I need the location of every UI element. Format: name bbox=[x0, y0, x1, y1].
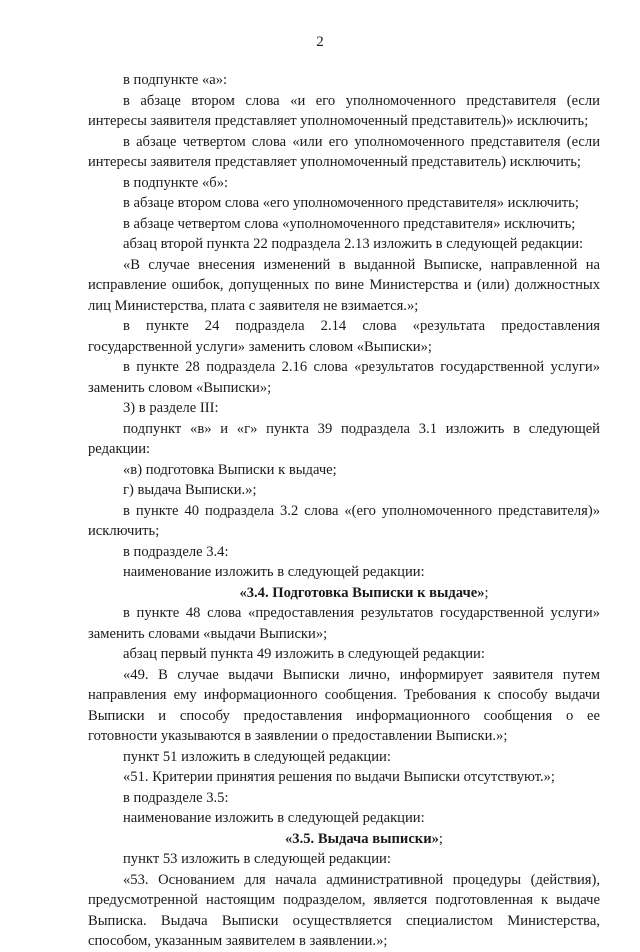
paragraph: «53. Основанием для начала административной процедуры (действия), предусмотренной настоящим подразделом, является подготовленная к выдаче Выписка. Выдача Выписки осуществляется специалистом Министерства, способом, указанным заявителем в заявлении.»; bbox=[88, 871, 600, 949]
paragraph: в пункте 28 подраздела 2.16 слова «результатов государственной услуги» заменить словом «Выписки»; bbox=[88, 359, 600, 396]
paragraph: в пункте 24 подраздела 2.14 слова «результата предоставления государственной услуги» заменить словом «Выписки»; bbox=[88, 318, 600, 355]
paragraph: наименование изложить в следующей редакции: bbox=[123, 564, 425, 580]
paragraph: г) выдача Выписки.»; bbox=[123, 482, 257, 498]
paragraph: подпункт «в» и «г» пункта 39 подраздела 3.1 изложить в следующей редакции: bbox=[88, 420, 600, 457]
section-heading-3-4 bbox=[88, 583, 600, 604]
paragraph: пункт 51 изложить в следующей редакции: bbox=[123, 748, 391, 765]
paragraph: в подразделе 3.5: bbox=[123, 789, 229, 806]
paragraph: в абзаце втором слова «и его уполномоченного представителя (если интересы заявителя представляет уполномоченный представитель)» исключить; bbox=[88, 92, 600, 129]
paragraph: наименование изложить в следующей редакции: bbox=[123, 810, 425, 826]
paragraph: «В случае внесения изменений в выданной Выписке, направленной на исправление ошибок, допущенных по вине Министерства и (или) должностных лиц Министерства, плата с заявителя не взимается.»; bbox=[88, 256, 600, 314]
paragraph: в подпункте «б»: bbox=[123, 174, 229, 191]
paragraph: «51. Критерии принятия решения по выдачи Выписки отсутствуют.»; bbox=[123, 769, 555, 785]
heading-tail: ; bbox=[484, 584, 489, 601]
paragraph: в подразделе 3.4: bbox=[123, 543, 229, 560]
paragraph: в абзаце четвертом слова «или его уполномоченного представителя (если интересы заявителя представляет уполномоченный представитель) исключить; bbox=[88, 133, 600, 170]
document-body bbox=[88, 70, 600, 952]
heading-text: «3.4. Подготовка Выписки к выдаче» bbox=[239, 584, 485, 601]
paragraph: в пункте 40 подраздела 3.2 слова «(его уполномоченного представителя)» исключить; bbox=[88, 502, 600, 539]
paragraph: 3) в разделе III: bbox=[123, 400, 219, 416]
paragraph: в абзаце четвертом слова «уполномоченного представителя» исключить; bbox=[123, 215, 576, 232]
page-number: 2 bbox=[316, 34, 324, 50]
heading-tail: ; bbox=[438, 830, 443, 847]
paragraph: абзац первый пункта 49 изложить в следующей редакции: bbox=[123, 646, 485, 662]
paragraph: в пункте 48 слова «предоставления результатов государственной услуги» заменить словами «выдачи Выписки»; bbox=[88, 605, 600, 642]
paragraph: в абзаце втором слова «его уполномоченного представителя» исключить; bbox=[123, 195, 579, 211]
paragraph: пункт 53 изложить в следующей редакции: bbox=[123, 851, 391, 867]
paragraph: абзац второй пункта 22 подраздела 2.13 изложить в следующей редакции: bbox=[123, 236, 584, 252]
heading-text: «3.5. Выдача выписки» bbox=[285, 830, 439, 847]
paragraph: в подпункте «а»: bbox=[123, 72, 228, 88]
section-heading-3-5 bbox=[88, 829, 600, 850]
paragraph: «в) подготовка Выписки к выдаче; bbox=[123, 461, 337, 478]
paragraph: «49. В случае выдачи Выписки лично, информирует заявителя путем направления ему информационного сообщения. Требования к способу выдачи Выписки и способу предоставления информационного сообщения о ее готовности указываются в заявлении о предоставлении Выписки.»; bbox=[88, 666, 600, 744]
